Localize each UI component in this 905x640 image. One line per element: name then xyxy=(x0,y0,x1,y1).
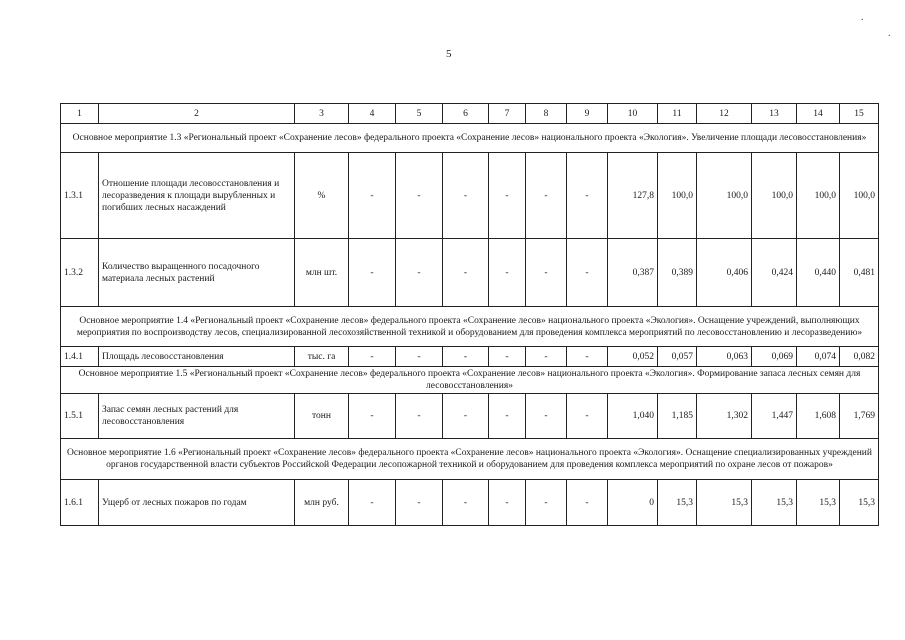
row-cell: 15,3 xyxy=(658,480,697,526)
row-cell: 100,0 xyxy=(797,153,840,239)
section-row xyxy=(61,307,879,347)
row-cell: - xyxy=(526,347,567,367)
row-code: 1.3.2 xyxy=(61,239,99,307)
corner-mark: . xyxy=(861,12,864,23)
row-cell: - xyxy=(567,347,608,367)
section-title: Основное мероприятие 1.3 «Региональный проект «Сохранение лесов» федерального проекта «Сохранение лесов» национального проекта «Экология». Увеличение площади лесовосстановления» xyxy=(61,124,879,153)
row-cell: - xyxy=(489,480,526,526)
row-cell: 1,185 xyxy=(658,394,697,439)
section-row xyxy=(61,439,879,480)
row-cell: - xyxy=(489,153,526,239)
column-header: 6 xyxy=(443,104,489,124)
row-name: Количество выращенного посадочного материала лесных растений xyxy=(99,239,295,307)
row-cell: 15,3 xyxy=(697,480,752,526)
row-cell: - xyxy=(567,480,608,526)
row-cell: 100,0 xyxy=(658,153,697,239)
row-cell: - xyxy=(489,239,526,307)
row-name: Площадь лесовосстановления xyxy=(99,347,295,367)
row-name: Запас семян лесных растений для лесовосстановления xyxy=(99,394,295,439)
row-cell: 100,0 xyxy=(840,153,879,239)
row-cell: 1,447 xyxy=(752,394,797,439)
row-unit: млн руб. xyxy=(295,480,349,526)
row-cell: - xyxy=(567,239,608,307)
column-header: 4 xyxy=(349,104,396,124)
column-header: 8 xyxy=(526,104,567,124)
row-cell: 1,608 xyxy=(797,394,840,439)
row-cell: 0,082 xyxy=(840,347,879,367)
column-header: 3 xyxy=(295,104,349,124)
row-cell: - xyxy=(489,347,526,367)
row-cell: - xyxy=(349,153,396,239)
row-cell: - xyxy=(349,394,396,439)
row-cell: - xyxy=(443,153,489,239)
row-unit: % xyxy=(295,153,349,239)
row-cell: - xyxy=(349,239,396,307)
column-header: 14 xyxy=(797,104,840,124)
table-row xyxy=(61,239,879,307)
row-cell: 15,3 xyxy=(797,480,840,526)
row-cell: 0,063 xyxy=(697,347,752,367)
column-header: 11 xyxy=(658,104,697,124)
row-code: 1.6.1 xyxy=(61,480,99,526)
section-title: Основное мероприятие 1.6 «Региональный проект «Сохранение лесов» федерального проекта «Сохранение лесов» национального проекта «Экология». Оснащение специализированных учреждений органов государственной власти субъектов Российской Федерации лесопожарной техникой и оборудованием для проведения комплекса мероприятий по охране лесов от пожаров» xyxy=(61,439,879,480)
row-cell: 0,074 xyxy=(797,347,840,367)
row-cell: 0,389 xyxy=(658,239,697,307)
row-cell: - xyxy=(396,347,443,367)
column-header: 15 xyxy=(840,104,879,124)
row-cell: - xyxy=(526,239,567,307)
row-unit: тонн xyxy=(295,394,349,439)
row-code: 1.5.1 xyxy=(61,394,99,439)
row-cell: 0,440 xyxy=(797,239,840,307)
row-cell: - xyxy=(349,347,396,367)
row-cell: - xyxy=(443,394,489,439)
page-number: 5 xyxy=(446,48,452,60)
column-header: 10 xyxy=(608,104,658,124)
column-header-row xyxy=(61,104,879,124)
section-row xyxy=(61,367,879,394)
table-row xyxy=(61,480,879,526)
row-cell: 100,0 xyxy=(752,153,797,239)
column-header: 13 xyxy=(752,104,797,124)
row-cell: - xyxy=(349,480,396,526)
row-cell: - xyxy=(567,394,608,439)
column-header: 2 xyxy=(99,104,295,124)
row-cell: 1,040 xyxy=(608,394,658,439)
column-header: 7 xyxy=(489,104,526,124)
row-cell: 15,3 xyxy=(752,480,797,526)
row-cell: - xyxy=(567,153,608,239)
row-unit: млн шт. xyxy=(295,239,349,307)
row-cell: - xyxy=(526,480,567,526)
column-header: 12 xyxy=(697,104,752,124)
row-cell: - xyxy=(526,153,567,239)
row-cell: - xyxy=(526,394,567,439)
column-header: 1 xyxy=(61,104,99,124)
row-code: 1.3.1 xyxy=(61,153,99,239)
corner-mark: . xyxy=(888,28,891,39)
row-cell: 0,424 xyxy=(752,239,797,307)
row-cell: 15,3 xyxy=(840,480,879,526)
row-cell: - xyxy=(396,239,443,307)
row-cell: 0 xyxy=(608,480,658,526)
row-cell: 1,769 xyxy=(840,394,879,439)
row-cell: 1,302 xyxy=(697,394,752,439)
row-cell: 0,406 xyxy=(697,239,752,307)
row-cell: 0,387 xyxy=(608,239,658,307)
row-cell: - xyxy=(396,153,443,239)
row-cell: - xyxy=(396,480,443,526)
row-cell: - xyxy=(443,480,489,526)
row-cell: 0,052 xyxy=(608,347,658,367)
row-cell: 127,8 xyxy=(608,153,658,239)
row-cell: - xyxy=(443,239,489,307)
row-name: Ущерб от лесных пожаров по годам xyxy=(99,480,295,526)
indicators-table xyxy=(60,103,879,526)
section-row xyxy=(61,124,879,153)
row-cell: 100,0 xyxy=(697,153,752,239)
section-title: Основное мероприятие 1.5 «Региональный проект «Сохранение лесов» федерального проекта «Сохранение лесов» национального проекта «Экология». Формирование запаса лесных семян для лесовосстановления» xyxy=(61,367,879,394)
column-header: 9 xyxy=(567,104,608,124)
row-cell: - xyxy=(443,347,489,367)
row-cell: 0,069 xyxy=(752,347,797,367)
row-code: 1.4.1 xyxy=(61,347,99,367)
table-row xyxy=(61,153,879,239)
section-title: Основное мероприятие 1.4 «Региональный проект «Сохранение лесов» федерального проекта «Сохранение лесов» национального проекта «Экология». Оснащение учреждений, выполняющих мероприятия по воспроизводству лесов, специализированной лесохозяйственной техникой и оборудованием для проведения комплекса мероприятий по лесовосстановлению и лесоразведению» xyxy=(61,307,879,347)
row-cell: - xyxy=(396,394,443,439)
row-name: Отношение площади лесовосстановления и лесоразведения к площади вырубленных и погибших лесных насаждений xyxy=(99,153,295,239)
row-unit: тыс. га xyxy=(295,347,349,367)
row-cell: 0,481 xyxy=(840,239,879,307)
row-cell: 0,057 xyxy=(658,347,697,367)
row-cell: - xyxy=(489,394,526,439)
table-row xyxy=(61,347,879,367)
table-row xyxy=(61,394,879,439)
column-header: 5 xyxy=(396,104,443,124)
